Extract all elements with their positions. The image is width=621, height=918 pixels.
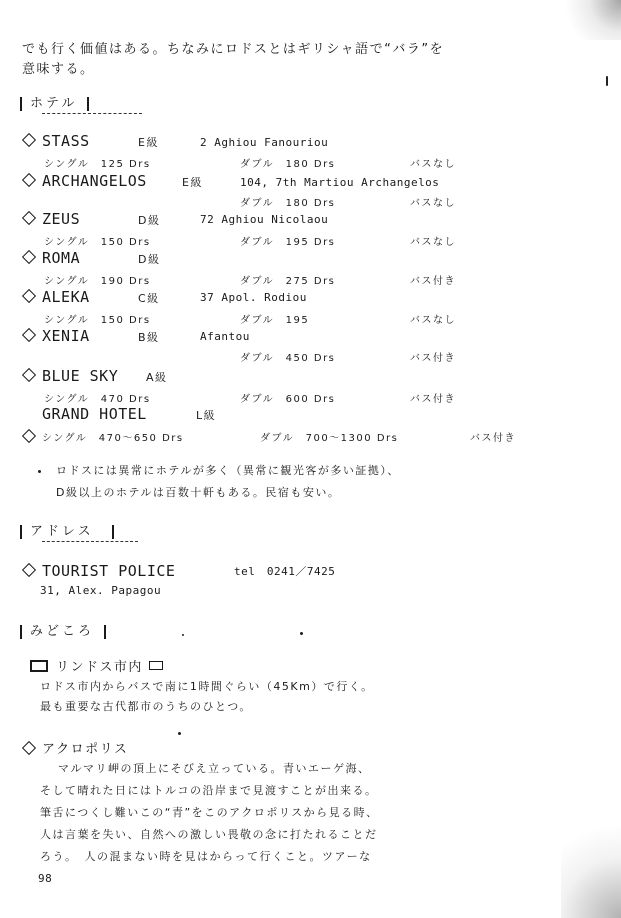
lindos-title-row (30, 656, 171, 675)
acropolis-line-5: ろう。 人の混まない時を見はからって行くこと。ツアーな (40, 850, 372, 863)
hotel-name: STASS (42, 132, 90, 150)
hotel-name: ZEUS (42, 210, 81, 228)
hotel-note-line-2: D級以上のホテルは百数十軒もある。民宿も安い。 (56, 486, 341, 499)
hotel-grade: D級 (138, 214, 161, 227)
square-marker-icon (30, 660, 48, 672)
heading-bar (20, 97, 22, 111)
hotel-double-price: ダブル 600 Drs (240, 394, 336, 405)
hotel-name-row (24, 367, 118, 385)
hotel-double-price: ダブル 195 Drs (240, 237, 336, 248)
hotel-name: BLUE SKY (42, 367, 119, 385)
hotel-name-row (24, 288, 90, 306)
address-heading-text: アドレス (30, 524, 94, 539)
address-heading (20, 520, 122, 539)
hotel-single-price: シングル 150 Drs (44, 237, 151, 248)
hotel-bath: バスなし (410, 237, 456, 248)
hotel-address: 72 Aghiou Nicolaou (200, 213, 329, 226)
margin-mark (606, 76, 608, 86)
hotel-grade: E級 (182, 176, 203, 189)
sights-heading-text: みどころ (30, 624, 95, 639)
hotel-bath: バスなし (410, 159, 456, 170)
hotel-bath: バス付き (470, 433, 516, 444)
acropolis-line-3: 筆舌につくし難いこの“青”をこのアクロポリスから見る時、 (40, 806, 379, 819)
hotel-name-row (24, 172, 147, 190)
hotel-name: ARCHANGELOS (42, 172, 147, 190)
heading-underline (42, 540, 138, 542)
heading-bar (20, 525, 22, 539)
hotel-name-row (24, 132, 90, 150)
address-street: 31, Alex. Papagou (40, 584, 162, 597)
hotel-single-price: シングル 470〜650 Drs (42, 433, 184, 444)
lindos-line-2: 最も重要な古代都市のうちのひとつ。 (40, 700, 252, 713)
hotel-name: XENIA (42, 327, 90, 345)
hotel-name: ROMA (42, 249, 81, 267)
hotels-heading-text: ホテル (30, 96, 78, 111)
page-number: 98 (38, 872, 53, 885)
heading-bar-end (112, 525, 114, 539)
scan-shadow-top-right (551, 0, 621, 40)
hotel-address: Afantou (200, 330, 250, 343)
hotel-note-line-1: ロドスには異常にホテルが多く（異常に観光客が多い証拠）、 (56, 464, 400, 477)
diamond-bullet-icon (22, 132, 36, 146)
address-name: TOURIST POLICE (42, 562, 176, 580)
diamond-bullet-icon (22, 288, 36, 302)
scan-shadow-bottom-right (561, 798, 621, 918)
acropolis-title-row (24, 738, 128, 757)
hotel-double-price: ダブル 275 Drs (240, 276, 336, 287)
hotel-single-price: シングル 190 Drs (44, 276, 151, 287)
hotel-single-price: シングル 150 Drs (44, 315, 151, 326)
hotel-bath: バスなし (410, 198, 456, 209)
intro-line-1: でも行く価値はある。ちなみにロドスとはギリシャ語で“バラ”を (22, 42, 445, 57)
scan-speck (300, 632, 303, 635)
diamond-bullet-icon (22, 429, 36, 443)
scan-speck (182, 634, 184, 636)
hotel-name-row (24, 249, 80, 267)
acropolis-line-4: 人は言葉を失い、自然への激しい畏敬の念に打たれることだ (40, 828, 378, 841)
intro-line-2: 意味する。 (22, 62, 95, 77)
lindos-line-1: ロドス市内からバスで南に1時間ぐらい（45Km）で行く。 (40, 680, 374, 693)
hotel-single-price: シングル 470 Drs (44, 394, 151, 405)
diamond-bullet-icon (22, 210, 36, 224)
acropolis-line-2: そして晴れた日にはトルコの沿岸まで見渡すことが出来る。 (40, 784, 378, 797)
diamond-bullet-icon (22, 172, 36, 186)
hotel-double-price: ダブル 195 (240, 315, 310, 326)
lindos-title: リンドス市内 (56, 660, 143, 675)
hotels-heading (20, 92, 97, 111)
diamond-bullet-icon (22, 367, 36, 381)
hotel-bath: バス付き (410, 276, 456, 287)
hotel-address: 37 Apol. Rodiou (200, 291, 307, 304)
hotel-double-price: ダブル 450 Drs (240, 353, 336, 364)
bullet-dot-icon (38, 470, 41, 473)
hotel-grade: E級 (138, 136, 159, 149)
sights-heading (20, 620, 114, 639)
address-name-row (24, 562, 175, 580)
hotel-double-price: ダブル 180 Drs (240, 159, 336, 170)
heading-bar-end (104, 625, 106, 639)
hotel-grade: D級 (138, 253, 161, 266)
diamond-bullet-icon (22, 327, 36, 341)
diamond-bullet-icon (22, 249, 36, 263)
heading-bar (20, 625, 22, 639)
hotel-name: GRAND HOTEL (42, 405, 147, 423)
square-marker-icon (149, 661, 163, 670)
hotel-address: 2 Aghiou Fanouriou (200, 136, 329, 149)
hotel-name-row (24, 210, 80, 228)
hotel-name-row (24, 327, 90, 345)
address-tel: tel 0241／7425 (234, 565, 336, 578)
hotel-name: ALEKA (42, 288, 90, 306)
hotel-grade: C級 (138, 292, 160, 305)
hotel-single-price: シングル 125 Drs (44, 159, 151, 170)
heading-bar-end (87, 97, 89, 111)
acropolis-line-1: マルマリ岬の頂上にそびえ立っている。青いエーゲ海、 (58, 762, 371, 775)
hotel-address: 104, 7th Martiou Archangelos (240, 176, 440, 189)
hotel-double-price: ダブル 700〜1300 Drs (260, 433, 399, 444)
hotel-bath: バスなし (410, 315, 456, 326)
heading-underline (42, 112, 142, 114)
hotel-grade: L級 (196, 409, 217, 422)
hotel-double-price: ダブル 180 Drs (240, 198, 336, 209)
acropolis-title: アクロポリス (42, 742, 129, 757)
scan-speck (178, 732, 181, 735)
hotel-single-row (24, 429, 184, 444)
hotel-grade: A級 (146, 371, 168, 384)
diamond-bullet-icon (22, 562, 36, 576)
hotel-bath: バス付き (410, 353, 456, 364)
hotel-bath: バス付き (410, 394, 456, 405)
diamond-bullet-icon (22, 740, 36, 754)
hotel-grade: B級 (138, 331, 160, 344)
